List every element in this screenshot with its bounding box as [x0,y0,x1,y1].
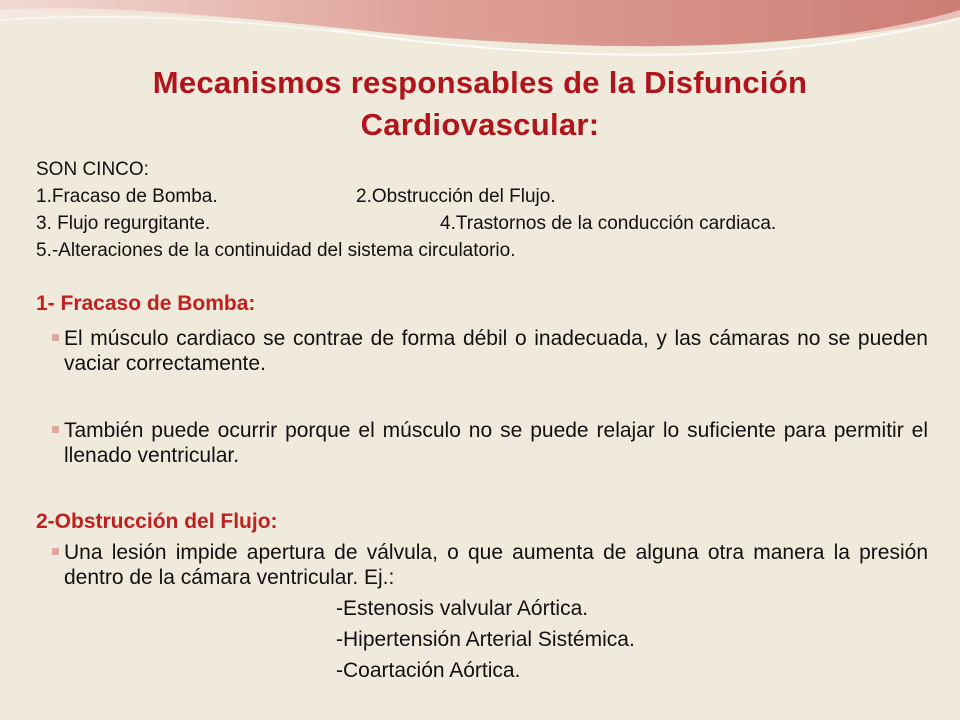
bullet-square-icon [52,548,59,555]
section-1-bullet-2 [52,418,928,468]
bullet-text: El músculo cardiaco se contrae de forma débil o inadecuada, y las cámaras no se pueden vaciar correctamente. [64,327,928,375]
bullet-text: También puede ocurrir porque el músculo no se puede relajar lo suficiente para permitir el llenado ventricular. [64,419,928,467]
example-item-2: -Hipertensión Arterial Sistémica. [336,628,635,651]
title-line-1: Mecanismos responsables de la Disfunción [152,65,808,100]
bullet-square-icon [52,426,59,433]
intro-item-5: 5.-Alteraciones de la continuidad del sistema circulatorio. [36,240,516,261]
title-line-2: Cardiovascular: [360,107,600,142]
slide-title [40,62,920,146]
intro-item-2: 2.Obstrucción del Flujo. [356,186,556,207]
bullet-square-icon [52,334,59,341]
section-1-heading: 1- Fracaso de Bomba: [36,292,256,315]
intro-heading: SON CINCO: [36,159,149,180]
example-item-1: -Estenosis valvular Aórtica. [336,597,589,620]
bullet-text: Una lesión impide apertura de válvula, o que aumenta de alguna otra manera la presión dentro de la cámara ventricular. Ej.: [64,541,928,589]
section-2-bullet-1 [52,540,928,590]
intro-item-4: 4.Trastornos de la conducción cardiaca. [440,213,777,234]
intro-block [36,156,936,264]
section-2-heading: 2-Obstrucción del Flujo: [36,510,278,533]
intro-item-3: 3. Flujo regurgitante. [36,213,211,234]
example-item-3: -Coartación Aórtica. [336,659,521,682]
intro-item-1: 1.Fracaso de Bomba. [36,186,218,207]
section-1-bullet-1 [52,326,928,376]
